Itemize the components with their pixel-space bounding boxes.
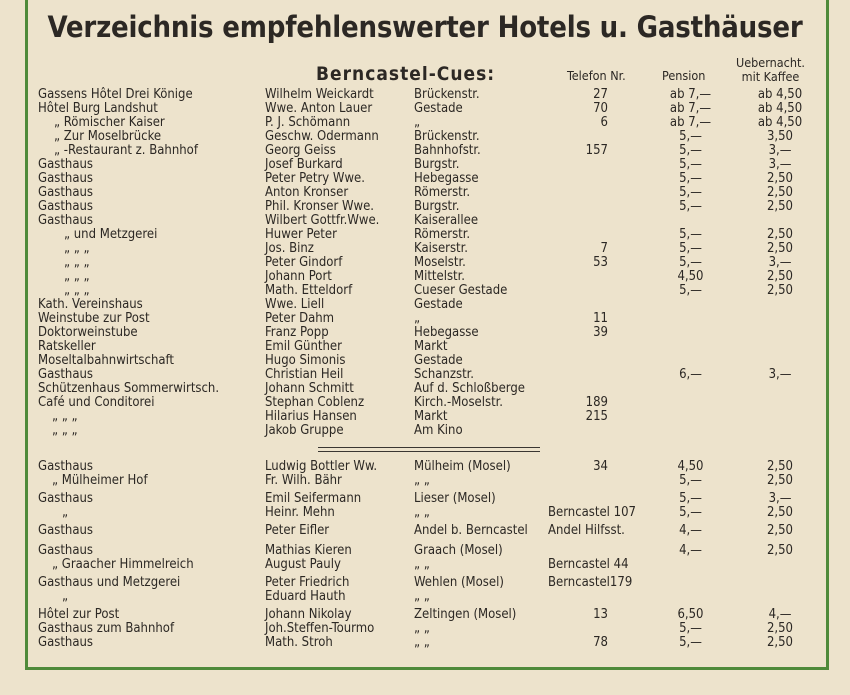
entry-street: Lieser (Mosel) — [414, 491, 496, 506]
entry-owner: Phil. Kronser Wwe. — [265, 199, 375, 214]
entry-owner: Jakob Gruppe — [265, 423, 344, 438]
entry-telefon: 157 — [585, 143, 608, 158]
entry-uebernacht: 2,50 — [766, 473, 794, 488]
entry-telefon: 11 — [593, 311, 608, 326]
entry-uebernacht: 3,— — [768, 491, 792, 506]
entry-name: Weinstube zur Post — [38, 311, 150, 326]
table-row — [0, 576, 850, 590]
entry-owner: Joh.Steffen-Tourmo — [265, 621, 375, 636]
entry-owner: Mathias Kieren — [265, 543, 352, 558]
entry-uebernacht: ab 4,50 — [757, 101, 803, 116]
entry-street: Bahnhofstr. — [414, 143, 481, 158]
entry-telefon: Berncastel 44 — [548, 557, 629, 572]
entry-uebernacht: ab 4,50 — [757, 87, 803, 102]
entry-uebernacht: 2,50 — [766, 241, 794, 256]
entry-owner: Peter Dahm — [265, 311, 335, 326]
entry-name: Doktorweinstube — [38, 325, 138, 340]
entry-uebernacht: 2,50 — [766, 199, 794, 214]
entry-name: Gasthaus und Metzgerei — [38, 575, 181, 590]
page-title: Verzeichnis empfehlenswerter Hotels u. Gasthäuser — [47, 10, 803, 44]
entry-owner: Ludwig Bottler Ww. — [265, 459, 378, 474]
entry-uebernacht: 2,50 — [766, 185, 794, 200]
header-telefon: Telefon Nr. — [567, 68, 626, 83]
entry-street: „ „ — [414, 505, 430, 520]
entry-name: Gasthaus — [38, 157, 93, 172]
entry-name: „ Mülheimer Hof — [52, 473, 148, 488]
entry-uebernacht: 3,— — [768, 255, 792, 270]
entry-name: Hôtel Burg Landshut — [38, 101, 158, 116]
entry-telefon: Berncastel179 — [548, 575, 633, 590]
entry-pension: 5,— — [679, 143, 702, 158]
entry-owner: Josef Burkard — [265, 157, 343, 172]
entry-owner: Hugo Simonis — [265, 353, 346, 368]
entry-name: „ Römischer Kaiser — [54, 115, 165, 130]
table-row — [0, 410, 850, 424]
table-row — [0, 340, 850, 354]
table-row — [0, 256, 850, 270]
entry-uebernacht: 2,50 — [766, 523, 794, 538]
table-row — [0, 214, 850, 228]
entry-owner: Franz Popp — [265, 325, 329, 340]
entry-uebernacht: 4,— — [768, 607, 792, 622]
entry-street: Kaiserstr. — [414, 241, 468, 256]
section-divider-top — [318, 447, 540, 448]
entry-name: „ — [62, 505, 69, 520]
entry-name: Gasthaus — [38, 213, 93, 228]
entry-owner: Hilarius Hansen — [265, 409, 357, 424]
entry-owner: Wwe. Liell — [265, 297, 325, 312]
header-pension: Pension — [662, 68, 706, 83]
entry-owner: Wwe. Anton Lauer — [265, 101, 373, 116]
entry-uebernacht: 2,50 — [766, 269, 794, 284]
table-row — [0, 116, 850, 130]
table-row — [0, 608, 850, 622]
table-row — [0, 200, 850, 214]
entry-street: „ — [414, 115, 421, 130]
table-row — [0, 622, 850, 636]
town-heading: Berncastel-Cues: — [316, 63, 496, 85]
table-row — [0, 270, 850, 284]
entry-pension: 5,— — [679, 129, 702, 144]
table-row — [0, 144, 850, 158]
entry-pension: 6,50 — [677, 607, 704, 622]
entry-uebernacht: 3,— — [768, 367, 792, 382]
entry-owner: Peter Petry Wwe. — [265, 171, 365, 186]
entry-name: „ „ „ — [64, 269, 90, 284]
entry-uebernacht: 3,— — [768, 143, 792, 158]
entry-owner: August Pauly — [265, 557, 341, 572]
entry-name: Gasthaus — [38, 185, 93, 200]
entry-street: Graach (Mosel) — [414, 543, 503, 558]
entry-telefon: 7 — [600, 241, 608, 256]
entry-street: „ „ — [414, 635, 430, 650]
entry-street: Markt — [414, 409, 448, 424]
entry-street: Zeltingen (Mosel) — [414, 607, 517, 622]
entry-name: „ „ „ — [64, 241, 90, 256]
entry-owner: Stephan Coblenz — [265, 395, 365, 410]
entry-pension: 5,— — [679, 255, 702, 270]
entry-pension: 5,— — [679, 473, 702, 488]
entry-name: Gasthaus — [38, 171, 93, 186]
table-row — [0, 544, 850, 558]
table-row — [0, 298, 850, 312]
entry-pension: 5,— — [679, 283, 702, 298]
entry-telefon: 13 — [593, 607, 608, 622]
entry-owner: Johann Nikolay — [265, 607, 352, 622]
table-row — [0, 326, 850, 340]
entry-name: Gasthaus — [38, 199, 93, 214]
entry-name: Gasthaus zum Bahnhof — [38, 621, 175, 636]
entry-owner: Wilhelm Weickardt — [265, 87, 374, 102]
entry-owner: Fr. Wilh. Bähr — [265, 473, 342, 488]
entry-street: Moselstr. — [414, 255, 466, 270]
entry-name: „ „ „ — [52, 423, 78, 438]
entry-street: Am Kino — [414, 423, 463, 438]
entry-pension: 4,50 — [677, 459, 704, 474]
entry-street: Kaiserallee — [414, 213, 479, 228]
entry-telefon: 27 — [593, 87, 608, 102]
entry-street: Markt — [414, 339, 448, 354]
entry-owner: Heinr. Mehn — [265, 505, 335, 520]
table-row — [0, 524, 850, 538]
entry-telefon: Berncastel 107 — [548, 505, 636, 520]
entry-owner: Jos. Binz — [265, 241, 314, 256]
table-row — [0, 396, 850, 410]
section-divider-bottom — [318, 451, 540, 452]
entry-owner: Math. Stroh — [265, 635, 333, 650]
table-row — [0, 102, 850, 116]
entry-pension: ab 7,— — [669, 87, 712, 102]
entry-name: Café und Conditorei — [38, 395, 155, 410]
table-row — [0, 284, 850, 298]
entry-owner: Peter Friedrich — [265, 575, 350, 590]
entry-uebernacht: ab 4,50 — [757, 115, 803, 130]
header-uebernacht-line1: Uebernacht. — [736, 55, 805, 70]
table-row — [0, 558, 850, 572]
entry-street: Mittelstr. — [414, 269, 465, 284]
entry-uebernacht: 2,50 — [766, 171, 794, 186]
entry-street: Kirch.-Moselstr. — [414, 395, 504, 410]
entry-owner: Geschw. Odermann — [265, 129, 379, 144]
entry-telefon: 39 — [593, 325, 608, 340]
table-row — [0, 88, 850, 102]
entry-telefon: 6 — [600, 115, 608, 130]
entry-street: Römerstr. — [414, 185, 471, 200]
table-row — [0, 228, 850, 242]
entry-owner: Georg Geiss — [265, 143, 336, 158]
table-row — [0, 130, 850, 144]
table-row — [0, 474, 850, 488]
entry-pension: 5,— — [679, 227, 702, 242]
table-row — [0, 368, 850, 382]
entry-street: Brückenstr. — [414, 87, 480, 102]
entry-street: „ „ — [414, 621, 430, 636]
entry-uebernacht: 2,50 — [766, 543, 794, 558]
entry-owner: Christian Heil — [265, 367, 344, 382]
entry-name: Gasthaus — [38, 491, 93, 506]
entry-telefon: 189 — [585, 395, 608, 410]
entry-street: Brückenstr. — [414, 129, 480, 144]
entry-street: Hebegasse — [414, 171, 479, 186]
entry-name: Gassens Hôtel Drei Könige — [38, 87, 193, 102]
entry-pension: 5,— — [679, 185, 702, 200]
entry-pension: 5,— — [679, 635, 702, 650]
header-uebernacht-line2: mit Kaffee — [741, 69, 800, 84]
entry-pension: ab 7,— — [669, 115, 712, 130]
table-row — [0, 172, 850, 186]
entry-pension: 5,— — [679, 491, 702, 506]
entry-street: „ „ — [414, 473, 430, 488]
entry-street: Cueser Gestade — [414, 283, 508, 298]
entry-telefon: 53 — [593, 255, 608, 270]
entry-street: „ „ — [414, 589, 430, 604]
table-row — [0, 186, 850, 200]
entry-owner: Emil Seifermann — [265, 491, 362, 506]
entry-pension: 5,— — [679, 157, 702, 172]
entry-telefon: Andel Hilfsst. — [548, 523, 625, 538]
table-row — [0, 242, 850, 256]
entry-street: „ „ — [414, 557, 430, 572]
entry-name: „ Zur Moselbrücke — [54, 129, 162, 144]
entry-name: Ratskeller — [38, 339, 96, 354]
entry-pension: 5,— — [679, 171, 702, 186]
entry-name: „ -Restaurant z. Bahnhof — [54, 143, 198, 158]
entry-uebernacht: 2,50 — [766, 635, 794, 650]
entry-name: „ „ „ — [64, 255, 90, 270]
entry-street: Burgstr. — [414, 157, 460, 172]
entry-owner: Eduard Hauth — [265, 589, 346, 604]
entry-uebernacht: 3,— — [768, 157, 792, 172]
entry-street: Hebegasse — [414, 325, 479, 340]
table-row — [0, 636, 850, 650]
entry-street: Römerstr. — [414, 227, 471, 242]
table-row — [0, 460, 850, 474]
entry-name: „ Graacher Himmelreich — [52, 557, 194, 572]
entry-pension: 4,50 — [677, 269, 704, 284]
entry-pension: 5,— — [679, 199, 702, 214]
entry-owner: Emil Günther — [265, 339, 342, 354]
entry-owner: Wilbert Gottfr.Wwe. — [265, 213, 380, 228]
entry-owner: P. J. Schömann — [265, 115, 351, 130]
entry-owner: Peter Gindorf — [265, 255, 343, 270]
entry-street: Burgstr. — [414, 199, 460, 214]
entry-street: Gestade — [414, 297, 463, 312]
table-row — [0, 312, 850, 326]
table-row — [0, 382, 850, 396]
table-row — [0, 354, 850, 368]
border-bottom — [25, 667, 829, 670]
entry-name: Gasthaus — [38, 459, 93, 474]
entry-name: Moseltalbahnwirtschaft — [38, 353, 174, 368]
entry-name: Gasthaus — [38, 523, 93, 538]
table-row — [0, 506, 850, 520]
entry-uebernacht: 2,50 — [766, 621, 794, 636]
entry-pension: 6,— — [679, 367, 702, 382]
table-row — [0, 158, 850, 172]
entry-telefon: 215 — [585, 409, 608, 424]
entry-pension: ab 7,— — [669, 101, 712, 116]
header-uebernacht — [736, 56, 805, 84]
entry-name: Hôtel zur Post — [38, 607, 120, 622]
entry-street: Wehlen (Mosel) — [414, 575, 504, 590]
entry-owner: Math. Etteldorf — [265, 283, 353, 298]
entry-owner: Johann Schmitt — [265, 381, 354, 396]
entry-uebernacht: 3,50 — [766, 129, 794, 144]
entry-street: Andel b. Berncastel — [414, 523, 528, 538]
table-row — [0, 590, 850, 604]
entry-street: „ — [414, 311, 421, 326]
entry-uebernacht: 2,50 — [766, 227, 794, 242]
entry-name: Kath. Vereinshaus — [38, 297, 143, 312]
entry-pension: 5,— — [679, 241, 702, 256]
entry-telefon: 78 — [593, 635, 608, 650]
entry-pension: 5,— — [679, 621, 702, 636]
entry-owner: Johann Port — [265, 269, 332, 284]
entry-owner: Anton Kronser — [265, 185, 349, 200]
entry-pension: 4,— — [679, 523, 702, 538]
entry-name: „ „ „ — [64, 283, 90, 298]
entry-street: Mülheim (Mosel) — [414, 459, 511, 474]
entry-name: Gasthaus — [38, 367, 93, 382]
entry-name: Gasthaus — [38, 635, 93, 650]
entry-owner: Huwer Peter — [265, 227, 337, 242]
table-row — [0, 492, 850, 506]
table-row — [0, 424, 850, 438]
entry-name: Schützenhaus Sommerwirtsch. — [38, 381, 220, 396]
entry-name: „ „ „ — [52, 409, 78, 424]
entry-uebernacht: 2,50 — [766, 459, 794, 474]
entry-street: Auf d. Schloßberge — [414, 381, 525, 396]
entry-street: Schanzstr. — [414, 367, 474, 382]
entry-name: Gasthaus — [38, 543, 93, 558]
entry-uebernacht: 2,50 — [766, 505, 794, 520]
entry-pension: 5,— — [679, 505, 702, 520]
entry-telefon: 34 — [593, 459, 608, 474]
entry-street: Gestade — [414, 353, 463, 368]
entry-street: Gestade — [414, 101, 463, 116]
entry-telefon: 70 — [593, 101, 608, 116]
entry-owner: Peter Eifler — [265, 523, 330, 538]
entry-pension: 4,— — [679, 543, 702, 558]
entry-uebernacht: 2,50 — [766, 283, 794, 298]
entry-name: „ und Metzgerei — [64, 227, 158, 242]
entry-name: „ — [62, 589, 69, 604]
